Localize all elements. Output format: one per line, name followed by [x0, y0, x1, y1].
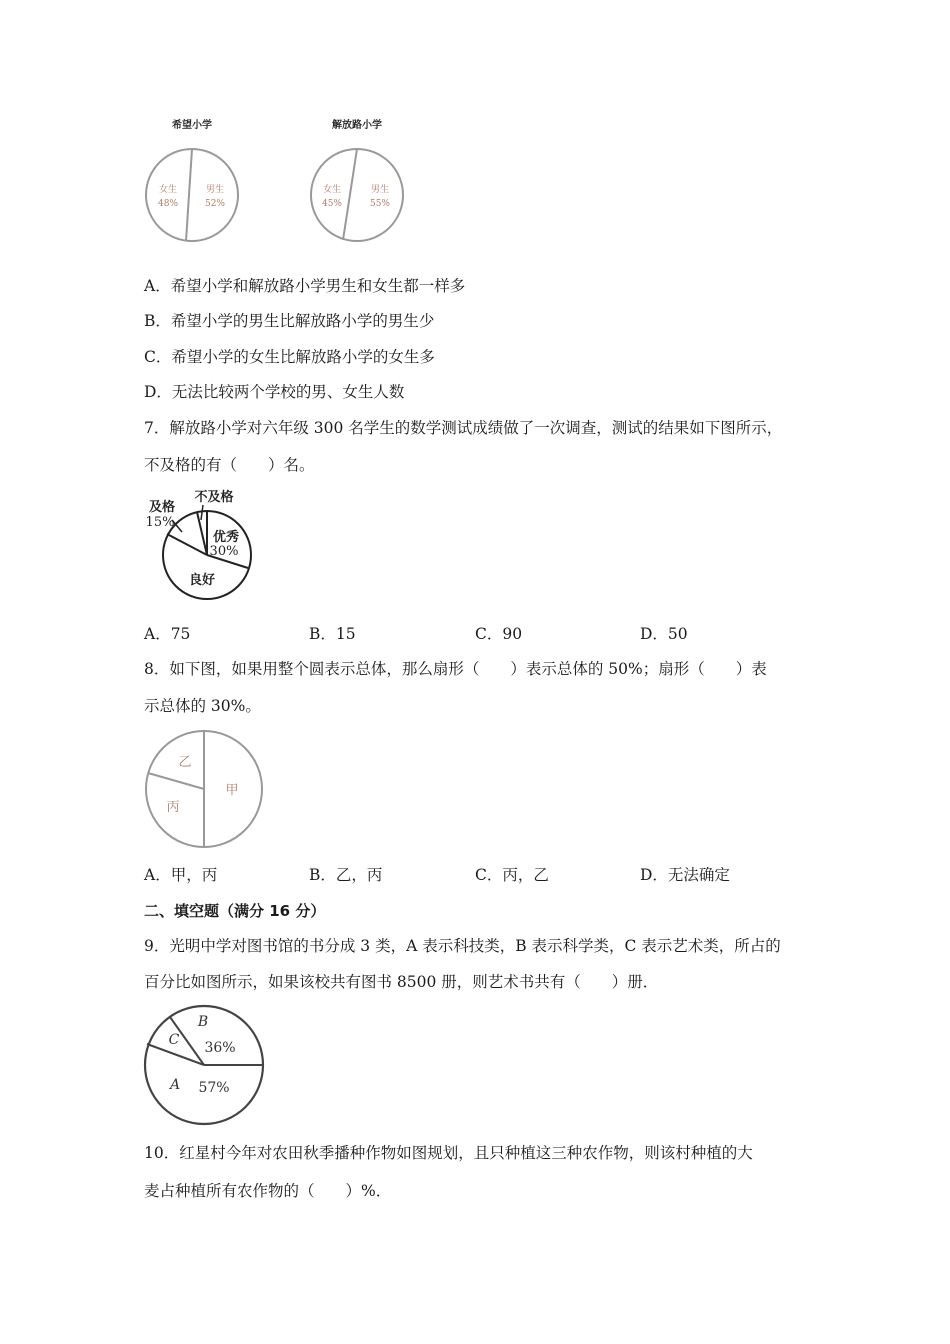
q7-pass-pct: 15% [145, 515, 175, 530]
q6-right-boys-pct: 55% [369, 199, 391, 209]
q9-a-label: A [169, 1077, 181, 1093]
q9-pie-chart [140, 1002, 270, 1128]
q7-option-d: D．50 [640, 625, 688, 643]
q6-right-girls-label: 女生 [322, 185, 342, 195]
q8-question-line1: 8．如下图，如果用整个圆表示总体，那么扇形（ ）表示总体的 50%；扇形（ ）表 [144, 660, 767, 678]
q7-fail-label: 不及格 [194, 490, 234, 505]
q7-option-c: C．90 [475, 625, 523, 643]
q7-question-line2: 不及格的有（ ）名。 [144, 456, 315, 474]
q6-left-girls-label: 女生 [158, 185, 178, 195]
q10-question-line1: 10．红星村今年对农田秋季播种作物如图规划，且只种植这三种农作物，则该村种植的大 [144, 1144, 753, 1162]
q9-question-line2: 百分比如图所示，如果该校共有图书 8500 册，则艺术书共有（ ）册． [144, 973, 659, 991]
section-title-fill-in: 二、填空题（满分 16 分） [144, 902, 326, 920]
q6-left-title: 希望小学 [172, 120, 212, 131]
q6-option-d: D．无法比较两个学校的男、女生人数 [144, 383, 405, 401]
q6-option-b: B．希望小学的男生比解放路小学的男生少 [144, 312, 435, 330]
q9-b-pct: 36% [204, 1040, 236, 1056]
q8-pie-chart [140, 726, 270, 852]
q10-question-line2: 麦占种植所有农作物的（ ）%． [144, 1182, 392, 1200]
q7-pie-chart [140, 486, 260, 608]
q8-option-b: B．乙，丙 [309, 866, 383, 884]
q7-excellent-label: 优秀 [212, 530, 240, 545]
q6-right-pie [311, 149, 403, 241]
q6-right-boys-label: 男生 [370, 185, 390, 195]
q8-sector-jia: 甲 [225, 783, 239, 798]
q9-question-line1: 9．光明中学对图书馆的书分成 3 类，A 表示科技类，B 表示科学类，C 表示艺术类，所占的 [144, 937, 781, 955]
q8-sector-bing: 丙 [166, 800, 180, 815]
q6-pie-charts [140, 112, 420, 250]
q6-left-boys-pct: 52% [204, 199, 226, 209]
q7-divider-pass [167, 534, 207, 555]
q8-option-c: C．丙，乙 [475, 866, 549, 884]
q8-question-line2: 示总体的 30%。 [144, 697, 261, 715]
q7-excellent-pct: 30% [209, 544, 239, 559]
q9-c-label: C [168, 1032, 180, 1048]
q6-right-divider [343, 149, 357, 240]
q7-option-b: B．15 [309, 625, 356, 643]
q6-option-c: C．希望小学的女生比解放路小学的女生多 [144, 348, 435, 366]
q7-fail-pointer [201, 505, 203, 520]
q9-a-pct: 57% [198, 1080, 230, 1096]
q7-question-line1: 7．解放路小学对六年级 300 名学生的数学测试成绩做了一次调查，测试的结果如下图所示， [144, 419, 783, 437]
q9-b-label: B [197, 1014, 209, 1030]
q8-sector-yi: 乙 [178, 755, 192, 770]
q6-right-title: 解放路小学 [332, 120, 382, 131]
q7-option-a: A．75 [144, 625, 191, 643]
q6-left-divider [186, 149, 192, 241]
q7-good-label: 良好 [188, 573, 216, 588]
q8-option-d: D．无法确定 [640, 866, 730, 884]
q7-pass-label: 及格 [148, 500, 176, 515]
q7-divider-fail [197, 512, 207, 555]
q6-option-a: A．希望小学和解放路小学男生和女生都一样多 [144, 277, 466, 295]
q8-option-a: A．甲，丙 [144, 866, 218, 884]
q6-right-girls-pct: 45% [321, 199, 343, 209]
q8-divider-slanted [148, 773, 204, 789]
q6-left-boys-label: 男生 [205, 185, 225, 195]
q6-left-girls-pct: 48% [157, 199, 179, 209]
